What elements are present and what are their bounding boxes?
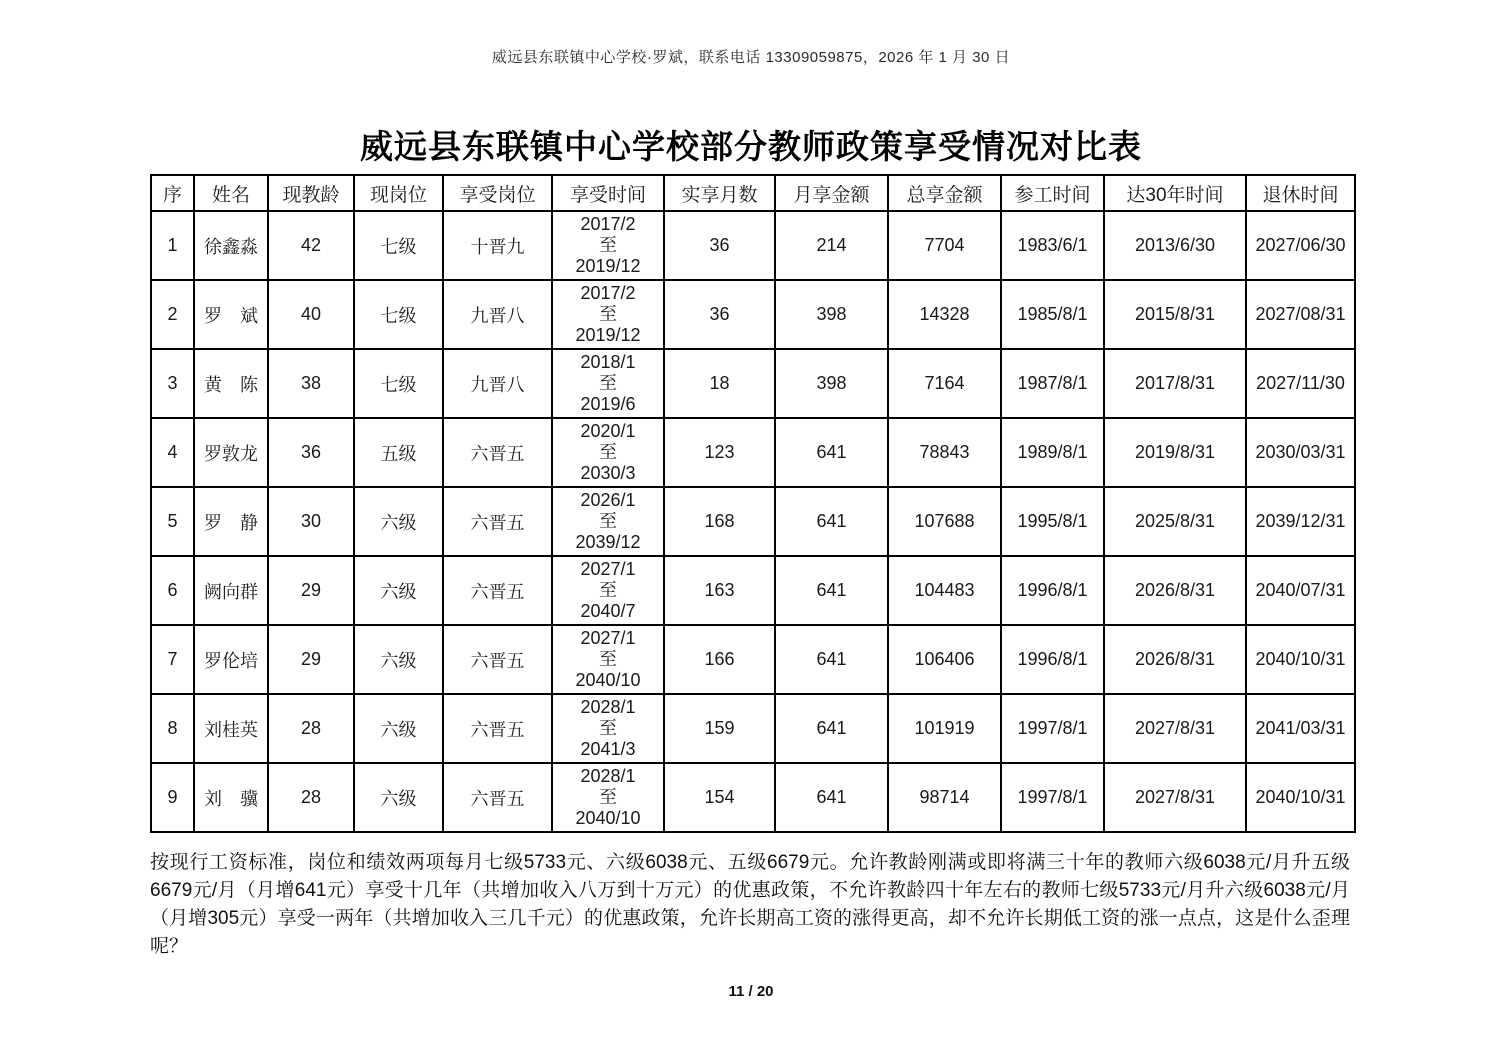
period-start: 2018/1 <box>580 352 636 372</box>
cell-total-amount: 106406 <box>888 625 1001 694</box>
cell-seq: 5 <box>151 487 194 556</box>
cell-current-rank: 六级 <box>354 487 443 556</box>
cell-teaching-age: 42 <box>268 211 354 280</box>
cell-period <box>552 280 664 349</box>
cell-work-start: 1995/8/1 <box>1001 487 1104 556</box>
period-end: 2040/10 <box>575 808 641 828</box>
cell-total-amount: 101919 <box>888 694 1001 763</box>
cell-seq: 8 <box>151 694 194 763</box>
period-end: 2019/6 <box>580 394 636 414</box>
cell-total-amount: 78843 <box>888 418 1001 487</box>
cell-period <box>552 694 664 763</box>
cell-retirement: 2041/03/31 <box>1246 694 1355 763</box>
cell-monthly-amount: 398 <box>775 280 888 349</box>
cell-name: 罗伦培 <box>194 625 268 694</box>
cell-teaching-age: 30 <box>268 487 354 556</box>
cell-enjoyed-rank: 六晋五 <box>443 694 552 763</box>
cell-monthly-amount: 641 <box>775 556 888 625</box>
table-row <box>151 487 1355 556</box>
cell-reach-30y: 2015/8/31 <box>1104 280 1246 349</box>
cell-enjoyed-rank: 六晋五 <box>443 625 552 694</box>
cell-months: 154 <box>664 763 775 832</box>
table-header-row <box>151 175 1355 211</box>
cell-seq: 3 <box>151 349 194 418</box>
table-row <box>151 556 1355 625</box>
cell-period <box>552 487 664 556</box>
period-separator: 至 <box>599 718 617 738</box>
cell-work-start: 1985/8/1 <box>1001 280 1104 349</box>
period-separator: 至 <box>599 373 617 393</box>
cell-teaching-age: 40 <box>268 280 354 349</box>
cell-teaching-age: 28 <box>268 763 354 832</box>
cell-period <box>552 556 664 625</box>
cell-name: 罗 静 <box>194 487 268 556</box>
period-separator: 至 <box>599 511 617 531</box>
cell-total-amount: 98714 <box>888 763 1001 832</box>
cell-monthly-amount: 214 <box>775 211 888 280</box>
cell-name: 刘 骥 <box>194 763 268 832</box>
cell-current-rank: 七级 <box>354 211 443 280</box>
cell-enjoyed-rank: 九晋八 <box>443 349 552 418</box>
cell-period <box>552 625 664 694</box>
cell-period <box>552 763 664 832</box>
cell-total-amount: 7704 <box>888 211 1001 280</box>
period-end: 2039/12 <box>575 532 641 552</box>
period-start: 2028/1 <box>580 697 636 717</box>
page-title: 威远县东联镇中心学校部分教师政策享受情况对比表 <box>360 128 1142 165</box>
cell-current-rank: 六级 <box>354 625 443 694</box>
cell-work-start: 1996/8/1 <box>1001 556 1104 625</box>
table-row <box>151 694 1355 763</box>
period-separator: 至 <box>599 580 617 600</box>
page-number: 11 / 20 <box>728 983 774 1000</box>
cell-reach-30y: 2013/6/30 <box>1104 211 1246 280</box>
cell-work-start: 1983/6/1 <box>1001 211 1104 280</box>
period-end: 2030/3 <box>580 463 636 483</box>
table-row <box>151 349 1355 418</box>
cell-name: 罗 斌 <box>194 280 268 349</box>
cell-reach-30y: 2026/8/31 <box>1104 556 1246 625</box>
cell-seq: 4 <box>151 418 194 487</box>
cell-teaching-age: 29 <box>268 556 354 625</box>
teacher-policy-comparison-table <box>150 174 1356 833</box>
column-header-total-amount: 总享金额 <box>888 175 1001 211</box>
cell-current-rank: 五级 <box>354 418 443 487</box>
period-start: 2020/1 <box>580 421 636 441</box>
table-row <box>151 280 1355 349</box>
cell-seq: 1 <box>151 211 194 280</box>
cell-total-amount: 107688 <box>888 487 1001 556</box>
cell-monthly-amount: 641 <box>775 625 888 694</box>
period-separator: 至 <box>599 235 617 255</box>
period-start: 2027/1 <box>580 559 636 579</box>
period-end: 2040/10 <box>575 670 641 690</box>
period-start: 2027/1 <box>580 628 636 648</box>
cell-retirement: 2039/12/31 <box>1246 487 1355 556</box>
cell-retirement: 2040/07/31 <box>1246 556 1355 625</box>
cell-name: 刘桂英 <box>194 694 268 763</box>
cell-months: 166 <box>664 625 775 694</box>
cell-retirement: 2027/06/30 <box>1246 211 1355 280</box>
column-header-enjoyed-rank: 享受岗位 <box>443 175 552 211</box>
cell-period <box>552 349 664 418</box>
cell-work-start: 1997/8/1 <box>1001 694 1104 763</box>
period-separator: 至 <box>599 442 617 462</box>
cell-seq: 2 <box>151 280 194 349</box>
column-header-work-start: 参工时间 <box>1001 175 1104 211</box>
cell-reach-30y: 2017/8/31 <box>1104 349 1246 418</box>
period-start: 2026/1 <box>580 490 636 510</box>
cell-reach-30y: 2027/8/31 <box>1104 763 1246 832</box>
cell-period <box>552 418 664 487</box>
cell-reach-30y: 2027/8/31 <box>1104 694 1246 763</box>
cell-name: 徐鑫淼 <box>194 211 268 280</box>
cell-enjoyed-rank: 六晋五 <box>443 418 552 487</box>
cell-enjoyed-rank: 六晋五 <box>443 487 552 556</box>
period-start: 2017/2 <box>580 283 636 303</box>
cell-total-amount: 7164 <box>888 349 1001 418</box>
cell-retirement: 2027/08/31 <box>1246 280 1355 349</box>
cell-months: 123 <box>664 418 775 487</box>
column-header-teaching-age: 现教龄 <box>268 175 354 211</box>
cell-reach-30y: 2025/8/31 <box>1104 487 1246 556</box>
cell-current-rank: 七级 <box>354 349 443 418</box>
table-row <box>151 763 1355 832</box>
column-header-months: 实享月数 <box>664 175 775 211</box>
cell-months: 36 <box>664 211 775 280</box>
cell-name: 黄 陈 <box>194 349 268 418</box>
column-header-monthly-amount: 月享金额 <box>775 175 888 211</box>
period-start: 2017/2 <box>580 214 636 234</box>
cell-reach-30y: 2026/8/31 <box>1104 625 1246 694</box>
cell-monthly-amount: 641 <box>775 418 888 487</box>
cell-teaching-age: 38 <box>268 349 354 418</box>
period-end: 2040/7 <box>580 601 636 621</box>
cell-name: 阙向群 <box>194 556 268 625</box>
table-row <box>151 625 1355 694</box>
cell-monthly-amount: 398 <box>775 349 888 418</box>
cell-current-rank: 六级 <box>354 556 443 625</box>
cell-total-amount: 104483 <box>888 556 1001 625</box>
cell-retirement: 2030/03/31 <box>1246 418 1355 487</box>
table-row <box>151 418 1355 487</box>
cell-current-rank: 六级 <box>354 694 443 763</box>
column-header-reach-30y: 达30年时间 <box>1104 175 1246 211</box>
cell-work-start: 1997/8/1 <box>1001 763 1104 832</box>
cell-retirement: 2040/10/31 <box>1246 763 1355 832</box>
cell-months: 168 <box>664 487 775 556</box>
period-end: 2019/12 <box>575 325 641 345</box>
cell-monthly-amount: 641 <box>775 763 888 832</box>
cell-seq: 7 <box>151 625 194 694</box>
column-header-name: 姓名 <box>194 175 268 211</box>
cell-work-start: 1996/8/1 <box>1001 625 1104 694</box>
cell-name: 罗敦龙 <box>194 418 268 487</box>
document-header: 威远县东联镇中心学校·罗斌，联系电话 13309059875，2026 年 1 月 30 日 <box>491 49 1011 66</box>
cell-reach-30y: 2019/8/31 <box>1104 418 1246 487</box>
cell-enjoyed-rank: 六晋五 <box>443 763 552 832</box>
cell-enjoyed-rank: 九晋八 <box>443 280 552 349</box>
period-separator: 至 <box>599 787 617 807</box>
cell-months: 18 <box>664 349 775 418</box>
cell-monthly-amount: 641 <box>775 487 888 556</box>
cell-period <box>552 211 664 280</box>
cell-total-amount: 14328 <box>888 280 1001 349</box>
cell-enjoyed-rank: 六晋五 <box>443 556 552 625</box>
cell-current-rank: 六级 <box>354 763 443 832</box>
period-end: 2041/3 <box>580 739 636 759</box>
cell-enjoyed-rank: 十晋九 <box>443 211 552 280</box>
cell-seq: 9 <box>151 763 194 832</box>
period-end: 2019/12 <box>575 256 641 276</box>
note-paragraph: 按现行工资标准，岗位和绩效两项每月七级5733元、六级6038元、五级6679元。允许教龄刚满或即将满三十年的教师六级6038元/月升五级6679元/月（月增641元）享受十几年（共增加收入八万到十万元）的优惠政策，不允许教龄四十年左右的教师七级5733元/月升六级6038元/月（月增305元）享受一两年（共增加收入三几千元）的优惠政策，允许长期高工资的涨得更高，却不允许长期低工资的涨一点点，这是什么歪理呢？ <box>150 852 1350 957</box>
cell-months: 36 <box>664 280 775 349</box>
period-separator: 至 <box>599 304 617 324</box>
cell-retirement: 2040/10/31 <box>1246 625 1355 694</box>
cell-months: 159 <box>664 694 775 763</box>
column-header-seq: 序 <box>151 175 194 211</box>
column-header-retirement: 退休时间 <box>1246 175 1355 211</box>
period-separator: 至 <box>599 649 617 669</box>
cell-months: 163 <box>664 556 775 625</box>
period-start: 2028/1 <box>580 766 636 786</box>
cell-work-start: 1989/8/1 <box>1001 418 1104 487</box>
cell-seq: 6 <box>151 556 194 625</box>
cell-work-start: 1987/8/1 <box>1001 349 1104 418</box>
cell-teaching-age: 36 <box>268 418 354 487</box>
cell-teaching-age: 29 <box>268 625 354 694</box>
table-row <box>151 211 1355 280</box>
column-header-period: 享受时间 <box>552 175 664 211</box>
column-header-current-rank: 现岗位 <box>354 175 443 211</box>
cell-monthly-amount: 641 <box>775 694 888 763</box>
cell-retirement: 2027/11/30 <box>1246 349 1355 418</box>
cell-current-rank: 七级 <box>354 280 443 349</box>
cell-teaching-age: 28 <box>268 694 354 763</box>
